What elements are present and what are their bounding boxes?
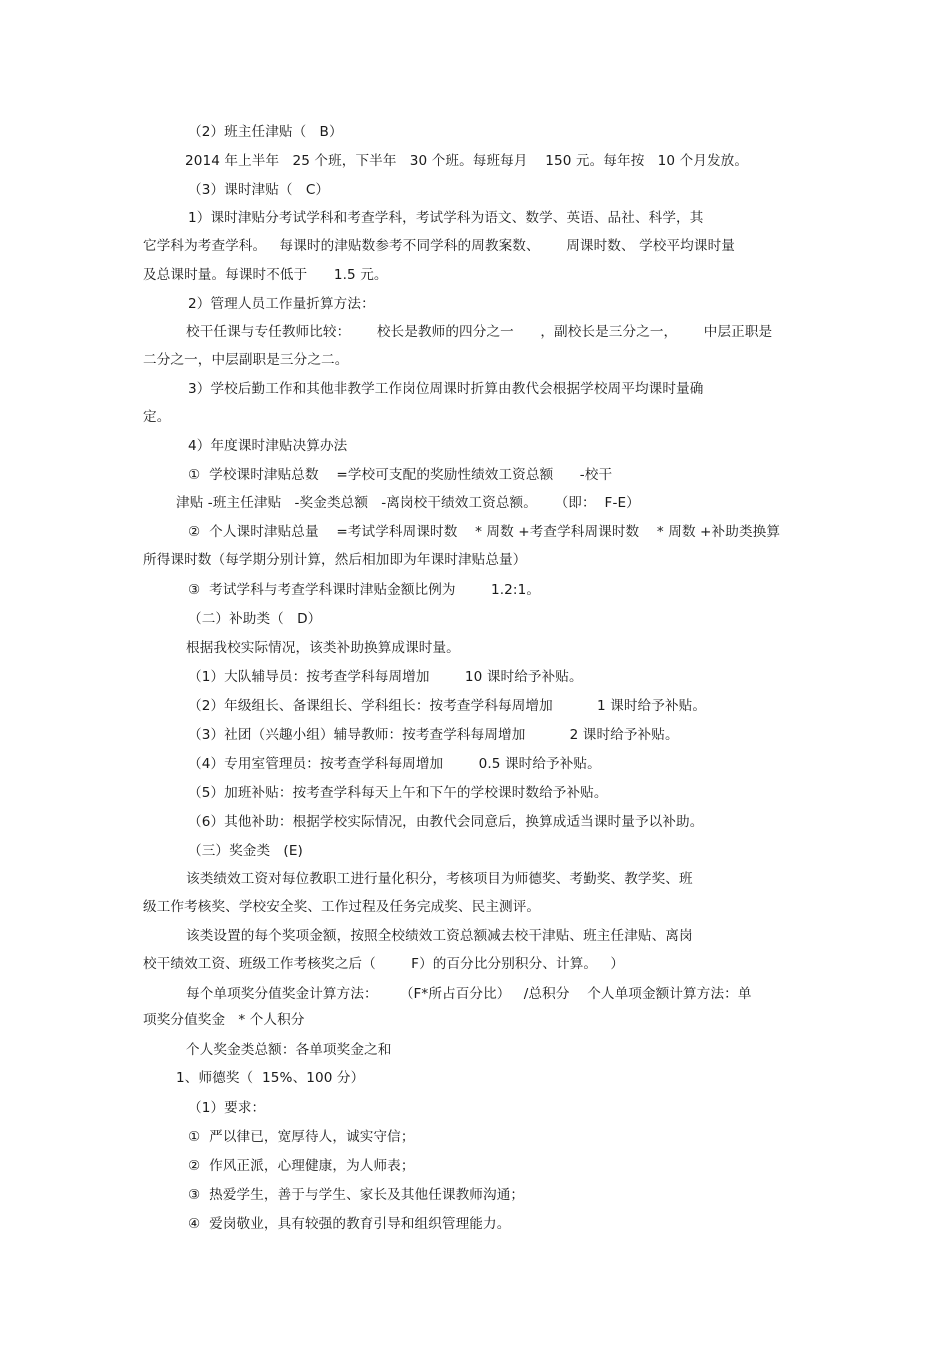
list-item: ① 严以律已，宽厚待人，诚实守信；	[188, 1129, 415, 1145]
paragraph-line: 4）年度课时津贴决算办法	[188, 438, 348, 454]
paragraph-line: 级工作考核奖、学校安全奖、工作过程及任务完成奖、民主测评。	[143, 899, 541, 915]
heading-bonus: （三）奖金类 (E)	[188, 843, 303, 859]
paragraph-line: 2）管理人员工作量折算方法：	[188, 296, 375, 312]
paragraph-line: 个人奖金类总额：各单项奖金之和	[186, 1042, 392, 1058]
list-item: （5）加班补贴：按考查学科每天上午和下午的学校课时数给予补贴。	[188, 785, 608, 801]
paragraph-line: 该类设置的每个奖项金额，按照全校绩效工资总额减去校干津贴、班主任津贴、离岗	[186, 928, 693, 944]
list-item: ③ 热爱学生，善于与学生、家长及其他任课教师沟通；	[188, 1187, 525, 1203]
paragraph-line: 定。	[143, 409, 171, 425]
heading-ethics-award: 1、师德奖（ 15%、100 分）	[176, 1070, 365, 1086]
heading-class-teacher-allowance: （2）班主任津贴（ B）	[188, 124, 343, 140]
paragraph-line: ① 学校课时津贴总数 =学校可支配的奖励性绩效工资总额 -校干	[188, 467, 613, 483]
paragraph-line: 该类绩效工资对每位教职工进行量化积分，考核项目为师德奖、考勤奖、教学奖、班	[186, 871, 693, 887]
list-item: ② 作风正派，心理健康，为人师表；	[188, 1158, 415, 1174]
paragraph-line: 1）课时津贴分考试学科和考查学科，考试学科为语文、数学、英语、品社、科学，其	[188, 210, 704, 226]
list-item: （2）年级组长、备课组长、学科组长：按考查学科每周增加 1 课时给予补贴。	[188, 698, 707, 714]
heading-class-hour-allowance: （3）课时津贴（ C）	[188, 182, 330, 198]
paragraph-line: ② 个人课时津贴总量 =考试学科周课时数 * 周数 +考查学科周课时数 * 周数 +补助类换算	[188, 524, 781, 540]
paragraph-line: 及总课时量。每课时不低于 1.5 元。	[143, 267, 388, 283]
list-item: （6）其他补助：根据学校实际情况，由教代会同意后，换算成适当课时量予以补助。	[188, 814, 704, 830]
paragraph-line: 根据我校实际情况，该类补助换算成课时量。	[186, 640, 460, 656]
heading-requirements: （1）要求：	[188, 1100, 266, 1116]
paragraph-line: 津贴 -班主任津贴 -奖金类总额 -离岗校干绩效工资总额。 （即： F-E）	[176, 495, 640, 511]
paragraph-line: 二分之一，中层副职是三分之二。	[143, 352, 349, 368]
paragraph-line: 校干任课与专任教师比较： 校长是教师的四分之一 ，副校长是三分之一， 中层正职是	[186, 324, 773, 340]
paragraph-line: ③ 考试学科与考查学科课时津贴金额比例为 1.2:1。	[188, 582, 541, 598]
list-item: ④ 爱岗敬业，具有较强的教育引导和组织管理能力。	[188, 1216, 511, 1232]
paragraph-line: 项奖分值奖金 * 个人积分	[143, 1012, 305, 1028]
paragraph-line: 校干绩效工资、班级工作考核奖之后（ F）的百分比分别积分、计算。 ）	[143, 956, 625, 972]
list-item: （4）专用室管理员：按考查学科每周增加 0.5 课时给予补贴。	[188, 756, 601, 772]
list-item: （1）大队辅导员：按考查学科每周增加 10 课时给予补贴。	[188, 669, 583, 685]
paragraph-line: 每个单项奖分值奖金计算方法： （F*所占百分比） /总积分 个人单项金额计算方法：单	[186, 986, 752, 1002]
list-item: （3）社团（兴趣小组）辅导教师：按考查学科每周增加 2 课时给予补贴。	[188, 727, 679, 743]
paragraph-class-count: 2014 年上半年 25 个班，下半年 30 个班。每班每月 150 元。每年按 10 个月发放。	[185, 153, 749, 169]
paragraph-line: 它学科为考查学科。 每课时的津贴数参考不同学科的周教案数、 周课时数、 学校平均课时量	[143, 238, 735, 254]
heading-subsidy: （二）补助类（ D）	[188, 611, 322, 627]
paragraph-line: 3）学校后勤工作和其他非教学工作岗位周课时折算由教代会根据学校周平均课时量确	[188, 381, 704, 397]
paragraph-line: 所得课时数（每学期分别计算，然后相加即为年课时津贴总量）	[143, 552, 527, 568]
